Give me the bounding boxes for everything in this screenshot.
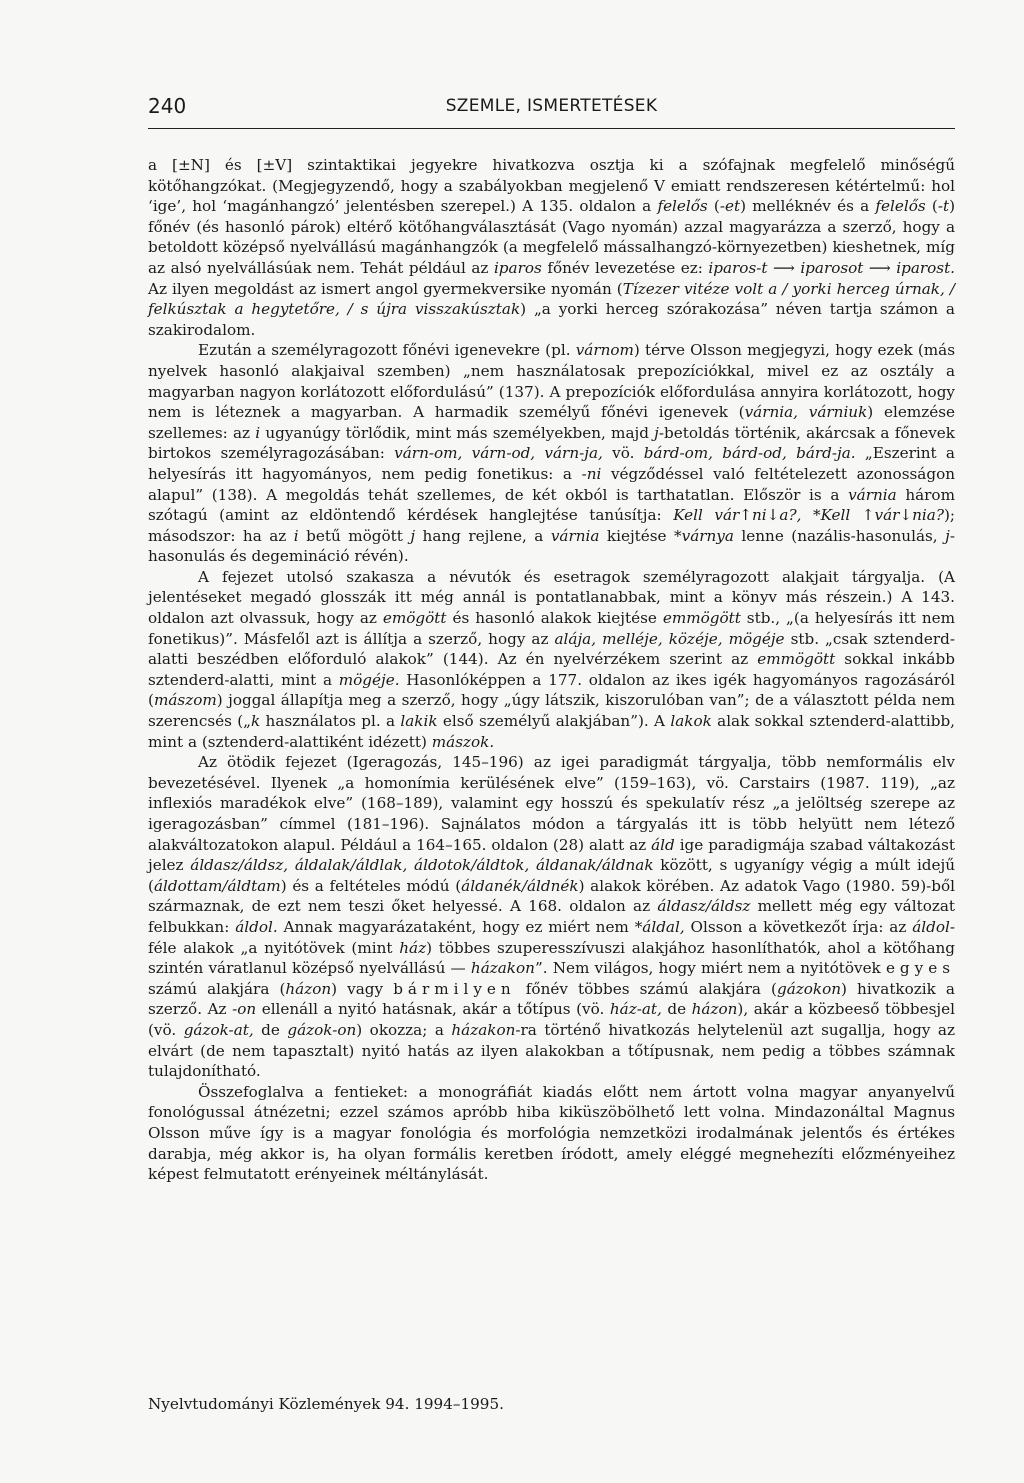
page-header xyxy=(148,94,955,129)
article-body xyxy=(148,155,955,1185)
paragraph: A fejezet utolsó szakasza a névutók és esetragok személyragozott alakjait tárgyalja. (A jelentéseket megadó glosszák itt még annál is pontatlanabbak, mint a könyv más részein.) A 143. oldalon azt olvassuk, hogy az emögött és hasonló alakok kiejtése emmögött stb., „(a helyesírás itt nem fonetikus)”. Másfelől azt is állítja a szerző, hogy az alája, melléje, közéje, mögéje stb. „csak sztenderd-alatti beszédben előforduló alakok” (144). Az én nyelvérzékem szerint az emmögött sokkal inkább sztenderd-alatti, mint a mögéje. Hasonlóképpen a 177. oldalon az ikes igék hagyományos ragozásáról (mászom) joggal állapítja meg a szerző, hogy „úgy látszik, kiszorulóban van”; de a választott példa nem szerencsés („k használatos pl. a lakik első személyű alakjában”). A lakok alak sokkal sztenderd-alattibb, mint a (sztenderd-alattiként idézett) mászok. xyxy=(148,567,956,751)
paragraph: Ezután a személyragozott főnévi igenevekre (pl. várnom) térve Olsson megjegyzi, hogy ezek (más nyelvek hasonló alakjaival szemben) „nem használatosak prepozíciókkal, mivel ez az osztály a magyarban nagyon korlátozott előfordulású” (137). A prepozíciók előfordulása annyira korlátozott, hogy nem is léteznek a magyarban. A harmadik személyű főnévi igenevek (várnia, várniuk) elemzése szellemes: az i ugyanúgy törlődik, mint más személyekben, majd j-betoldás történik, akárcsak a főnevek birtokos személyragozásában: várn-om, várn-od, várn-ja, vö. bárd-om, bárd-od, bárd-ja. „Eszerint a helyesírás itt hagyományos, nem pedig fonetikus: a -ni végződéssel való feltételezett azonosságon alapul” (138). A megoldás tehát szellemes, de két okból is tarthatatlan. Először is a várnia három szótagú (amint az eldöntendő kérdések hanglejtése tanúsítja: Kell vár↑ni↓a?, *Kell ↑vár↓nia?); másodszor: ha az i betű mögött j hang rejlene, a várnia kiejtése *várnya lenne (nazális-hasonulás, j-hasonulás és degemináció révén). xyxy=(148,341,956,566)
paragraph: a [±N] és [±V] szintaktikai jegyekre hivatkozva osztja ki a szófajnak megfelelő minőségű kötőhangzókat. (Megjegyzendő, hogy a szabályokban megjelenő V emiatt rendszeresen kétértelmű: hol ‘ige’, hol ‘magánhangzó’ jelentésben szerepel.) A 135. oldalon a felelős (-et) melléknév és a felelős (-t) főnév (és hasonló párok) eltérő kötőhangválasztását (Vago nyomán) azzal magyarázza a szerző, hogy a betoldott középső nyelvállású magánhangzók (a megfelelő mássalhangzó-környezetben) kieshetnek, míg az alsó nyelvállásúak nem. Tehát például az iparos főnév levezetése ez: iparos-t ⟶ iparosot ⟶ iparost. Az ilyen megoldást az ismert angol gyermekversike nyomán (Tízezer vitéze volt a / yorki herceg úrnak, / felkúsztak a hegytetőre, / s újra visszakúsztak) „a yorki herceg szórakozása” néven tartja számon a szakirodalom. xyxy=(148,156,955,339)
running-head: SZEMLE, ISMERTETÉSEK xyxy=(445,96,658,116)
journal-footer: Nyelvtudományi Közlemények 94. 1994–1995. xyxy=(148,1395,504,1413)
page-number: 240 xyxy=(148,94,187,118)
paragraph: Az ötödik fejezet (Igeragozás, 145–196) az igei paradigmát tárgyalja, több nemformális elv bevezetésével. Ilyenek „a homonímia kerülésének elve” (159–163), vö. Carstairs (1987. 119), „az inflexiós maradékok elve” (168–189), valamint egy hosszú és spekulatív rész „a jelöltség szerepe az igeragozásban” címmel (181–196). Sajnálatos módon a tárgyalás itt is több helyütt nem létező alakváltozatokon alapul. Például a 164–165. oldalon (28) alatt az áld ige paradigmája szabad váltakozást jelez áldasz/áldsz, áldalak/áldlak, áldotok/áldtok, áldanak/áldnak között, s ugyanígy végig a múlt idejű (áldottam/áldtam) és a feltételes módú (áldanék/áldnék) alakok körében. Az adatok Vago (1980. 59)-ből származnak, de ezt nem teszi őket helyessé. A 168. oldalon az áldasz/áldsz mellett még egy változat felbukkan: áldol. Annak magyarázataként, hogy ez miért nem *áldal, Olsson a következőt írja: az áldol-féle alakok „a nyitótövek (mint ház) többes szuperesszívuszi alakjához hasonlíthatók, ahol a kötőhang szintén váratlanul középső nyelvállású — házakon”. Nem világos, hogy miért nem a nyitótövek egyes számú alakjára (házon) vagy bármilyen főnév többes számú alakjára (gázokon) hivatkozik a szerző. Az -on ellenáll a nyitó hatásnak, akár a tőtípus (vö. ház-at, de házon), akár a közbeeső többesjel (vö. gázok-at, de gázok-on) okozza; a házakon-ra történő hivatkozás helytelenül azt sugallja, hogy az elvárt (de nem tapasztalt) nyitó hatás az ilyen alakokban a tőtípusnak, nem pedig a többes számnak tulajdonítható. xyxy=(148,753,956,1081)
paragraph: Összefoglalva a fentieket: a monográfiát kiadás előtt nem ártott volna magyar anyanyelvű fonológussal átnézetni; ezzel számos apróbb hiba kiküszöbölhető lett volna. Mindazonáltal Magnus Olsson műve így is a magyar fonológia és morfológia nemzetközi irodalmának jelentős és értékes darabja, még akkor is, ha olyan formális keretben íródott, amely eléggé megnehezíti előzményeihez képest felmutatott erényeinek méltánylását. xyxy=(148,1082,955,1184)
